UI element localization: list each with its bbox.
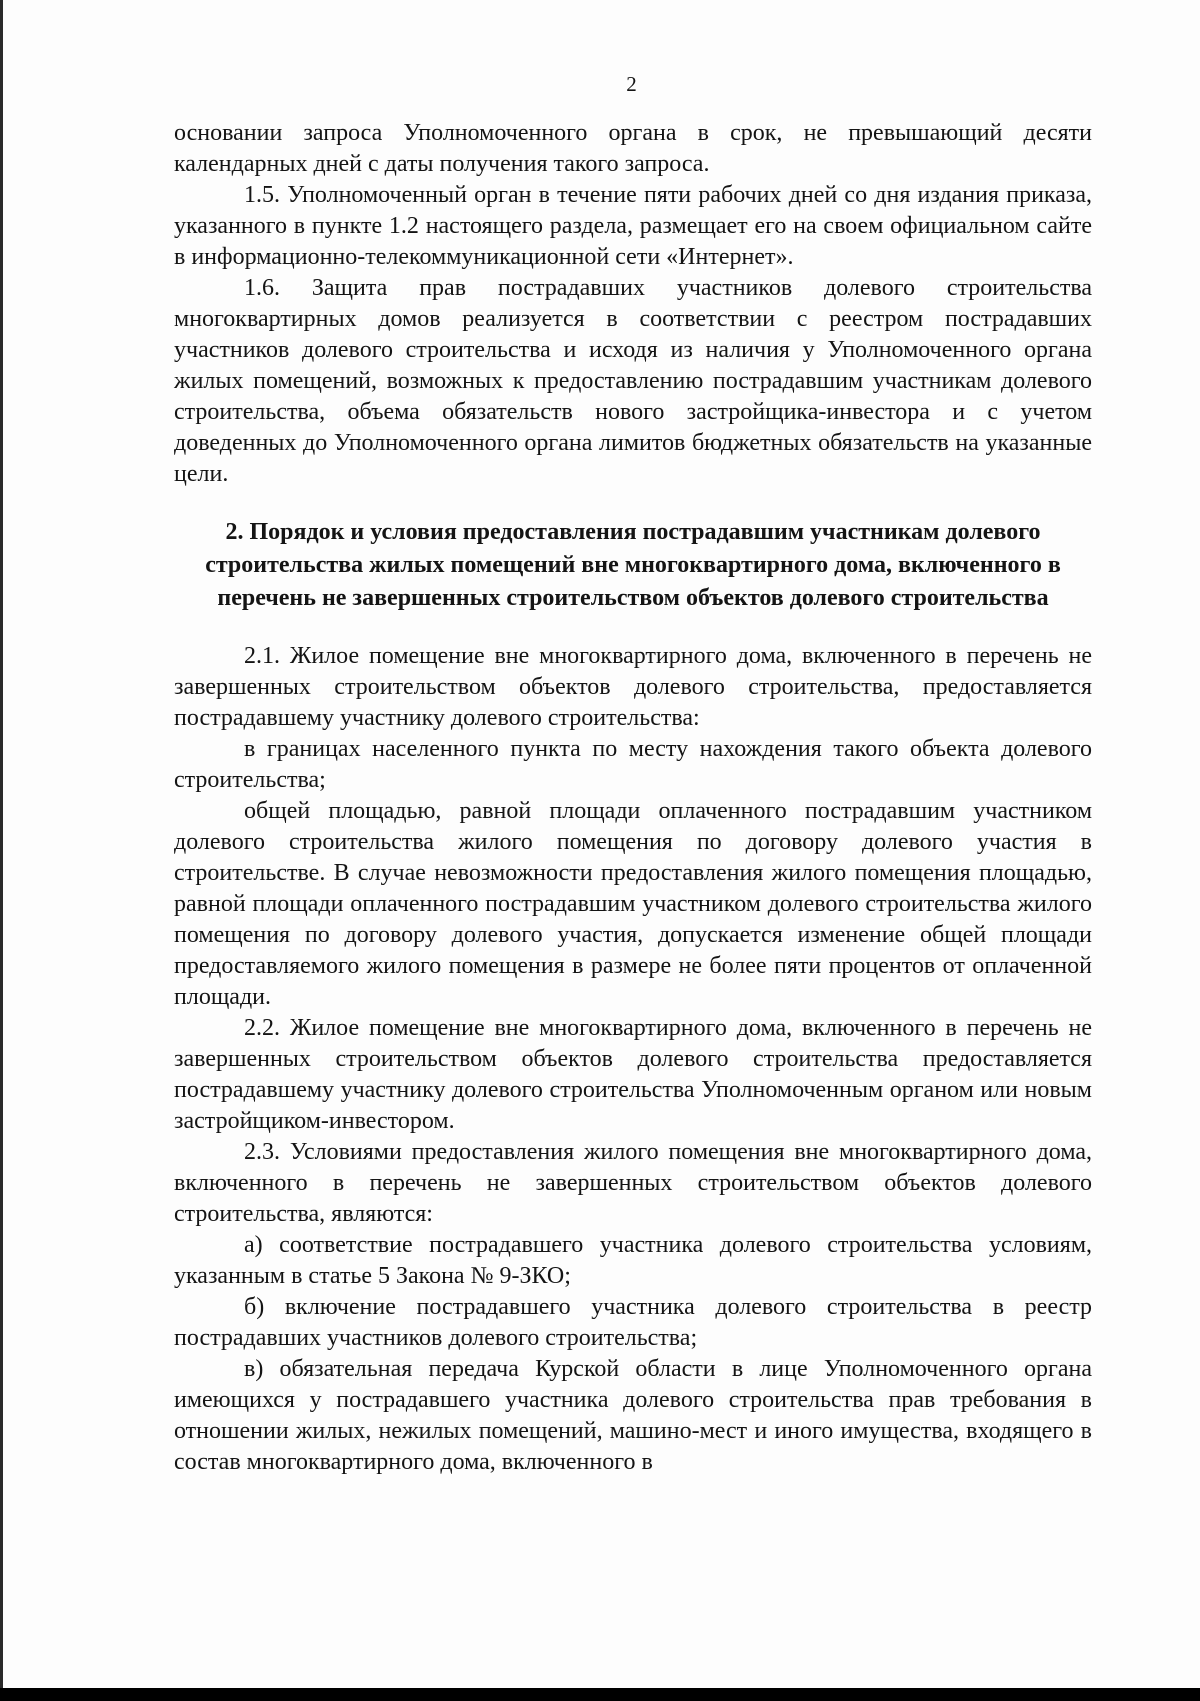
paragraph-2-3-c: в) обязательная передача Курской области в лице Уполномоченного органа имеющихся у пострадавшего участника долевого строительства прав требования в отношении жилых, нежилых помещений, машино-мест и иного имущества, входящего в состав многоквартирного дома, включенного в [174, 1356, 1092, 1475]
scan-bottom-edge [0, 1688, 1200, 1701]
paragraph-2-1-area: общей площадью, равной площади оплаченного пострадавшим участником долевого строительства жилого помещения по договору долевого участия в строительстве. В случае невозможности предоставления жилого помещения площадью, равной площади оплаченного пострадавшим участником долевого строительства жилого помещения по договору долевого участия, допускается изменение общей площади предоставляемого жилого помещения в размере не более пяти процентов от оплаченной площади. [174, 798, 1092, 1010]
paragraph-2-1-location: в границах населенного пункта по месту нахождения такого объекта долевого строительства; [174, 736, 1092, 793]
document-body [174, 118, 1092, 1478]
paragraph-2-2: 2.2. Жилое помещение вне многоквартирного дома, включенного в перечень не завершенных строительством объектов долевого строительства предоставляется пострадавшему участнику долевого строительства Уполномоченным органом или новым застройщиком-инвестором. [174, 1015, 1092, 1134]
page-number: 2 [626, 72, 637, 96]
paragraph-2-3: 2.3. Условиями предоставления жилого помещения вне многоквартирного дома, включенного в перечень не завершенных строительством объектов долевого строительства, являются: [174, 1139, 1092, 1227]
paragraph-2-1: 2.1. Жилое помещение вне многоквартирного дома, включенного в перечень не завершенных строительством объектов долевого строительства, предоставляется пострадавшему участнику долевого строительства: [174, 643, 1092, 731]
paragraph-1-6: 1.6. Защита прав пострадавших участников долевого строительства многоквартирных домов реализуется в соответствии с реестром пострадавших участников долевого строительства и исходя из наличия у Уполномоченного органа жилых помещений, возможных к предоставлению пострадавшим участникам долевого строительства, объема обязательств нового застройщика-инвестора и с учетом доведенных до Уполномоченного органа лимитов бюджетных обязательств на указанные цели. [174, 275, 1092, 487]
paragraph-2-3-a: а) соответствие пострадавшего участника долевого строительства условиям, указанным в статье 5 Закона № 9-ЗКО; [174, 1232, 1092, 1289]
scan-left-edge [0, 0, 3, 1701]
paragraph-1-5: 1.5. Уполномоченный орган в течение пяти рабочих дней со дня издания приказа, указанного в пункте 1.2 настоящего раздела, размещает его на своем официальном сайте в информационно-телекоммуникационной сети «Интернет». [174, 182, 1092, 270]
paragraph-continuation: основании запроса Уполномоченного органа в срок, не превышающий десяти календарных дней с даты получения такого запроса. [174, 120, 1092, 177]
paragraph-2-3-b: б) включение пострадавшего участника долевого строительства в реестр пострадавших участников долевого строительства; [174, 1294, 1092, 1351]
section-2-heading: 2. Порядок и условия предоставления пострадавшим участникам долевого строительства жилых помещений вне многоквартирного дома, включенного в перечень не завершенных строительством объектов долевого строительства [205, 519, 1061, 611]
